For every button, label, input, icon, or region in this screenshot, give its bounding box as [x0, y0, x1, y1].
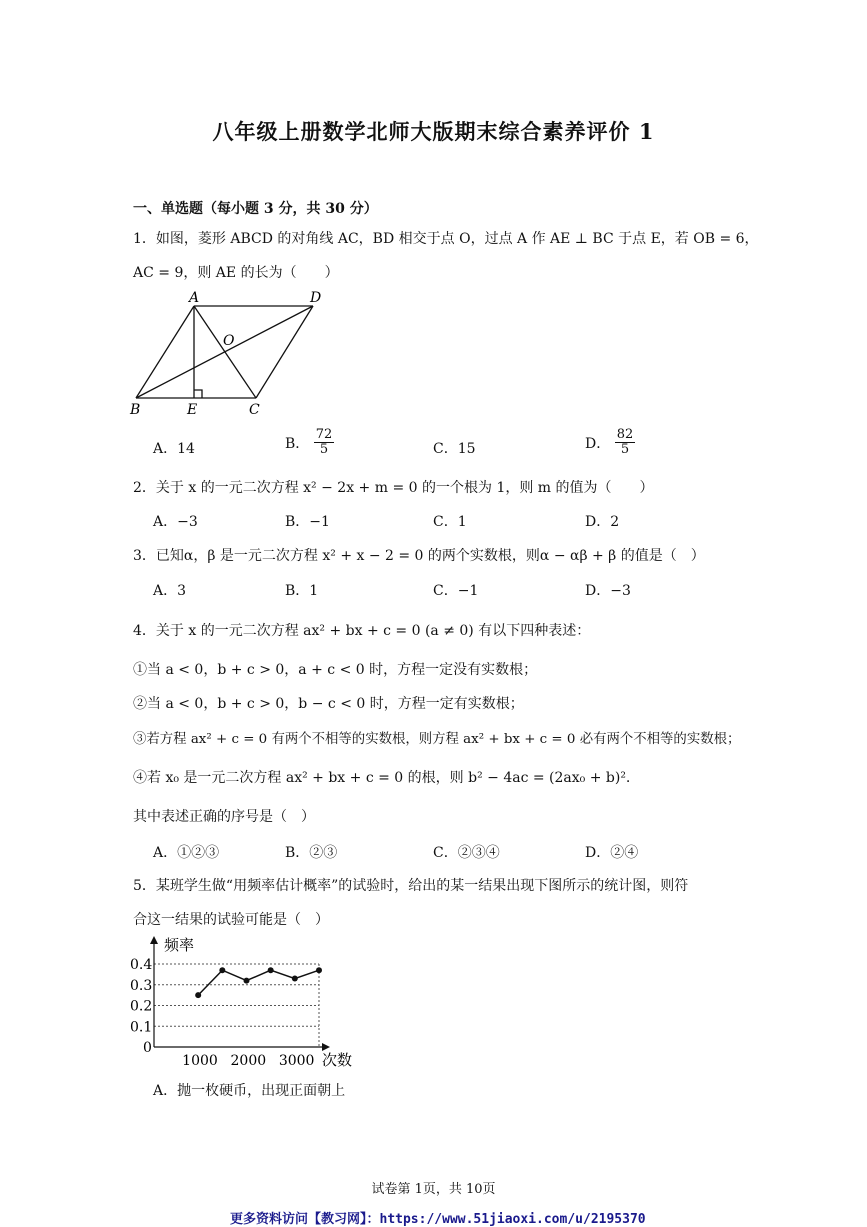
label-A: A [189, 290, 200, 306]
label-B: B [130, 402, 141, 418]
label-O: O [223, 333, 235, 349]
q1-text-2: AC = 9，则 AE 的长为（ ） [133, 265, 339, 281]
data-point [268, 967, 274, 973]
q4-text: 4．关于 x 的一元二次方程 ax² + bx + c = 0 (a ≠ 0) 有以下四种表述： [133, 623, 591, 639]
q3-option-c: C．−1 [433, 583, 479, 599]
q2-text: 2．关于 x 的一元二次方程 x² − 2x + m = 0 的一个根为 1，则 m 的值为（ ） [133, 480, 654, 496]
x-tick-label: 3000 [278, 1053, 315, 1069]
q4-statement-1: ①当 a < 0，b + c > 0，a + c < 0 时，方程一定没有实数根； [133, 662, 538, 678]
q4-ask: 其中表述正确的序号是（ ） [133, 809, 315, 825]
page-footer: 试卷第 1页，共 10页 [371, 1182, 496, 1197]
q4-option-d: D．②④ [585, 845, 639, 861]
q2-option-b: B．−1 [285, 514, 330, 530]
x-axis-label: 次数 [322, 1051, 353, 1069]
label-E: E [187, 402, 198, 418]
q4-option-a: A．①②③ [153, 845, 220, 861]
data-point [292, 976, 298, 982]
q3-option-d: D．−3 [585, 583, 631, 599]
q5-option-a: A．抛一枚硬币，出现正面朝上 [153, 1083, 346, 1099]
label-D: D [310, 290, 322, 306]
page-title: 八年级上册数学北师大版期末综合素养评价 1 [212, 119, 655, 144]
y-tick-label: 0.3 [130, 977, 153, 994]
q1-option-a: A．14 [153, 441, 195, 457]
q3-option-a: A．3 [153, 583, 187, 599]
y-tick-label: 0 [143, 1040, 152, 1056]
q4-statement-3: ③若方程 ax² + c = 0 有两个不相等的实数根，则方程 ax² + bx + c = 0 必有两个不相等的实数根； [133, 732, 741, 747]
section-heading: 一、单选题（每小题 3 分，共 30 分） [133, 201, 378, 217]
data-point [316, 967, 322, 973]
q3-option-b: B．1 [285, 583, 319, 599]
data-point [195, 992, 201, 998]
q4-statement-2: ②当 a < 0，b + c > 0，b − c < 0 时，方程一定有实数根； [133, 696, 524, 712]
data-point [244, 978, 250, 984]
frequency-chart [128, 934, 358, 1072]
data-point [219, 967, 225, 973]
q1-option-b: B． $\frac{72}{5}$ [285, 427, 333, 458]
q1-option-c: C．15 [433, 441, 476, 457]
label-C: C [249, 402, 260, 418]
y-tick-label: 0.2 [130, 998, 153, 1015]
y-axis-label: 频率 [164, 936, 195, 954]
q3-text: 3．已知α，β 是一元二次方程 x² + x − 2 = 0 的两个实数根，则α − αβ + β 的值是（ ） [133, 548, 705, 564]
q5-text-2: 合这一结果的试验可能是（ ） [133, 912, 329, 928]
x-tick-label: 1000 [182, 1053, 218, 1069]
series-line [198, 970, 319, 995]
x-axis-arrow [322, 1043, 330, 1051]
q2-option-a: A．−3 [153, 514, 198, 530]
q4-statement-4: ④若 x₀ 是一元二次方程 ax² + bx + c = 0 的根，则 b² − 4ac = (2ax₀ + b)². [133, 770, 631, 786]
q1-option-d: D． $\frac{82}{5}$ [585, 427, 634, 458]
rhombus-figure [128, 286, 338, 418]
more-resources-link[interactable]: 更多资料访问【教习网】：https://www.51jiaoxi.com/u/2195370 [230, 1212, 646, 1227]
q4-option-c: C．②③④ [433, 845, 500, 861]
q1-text: 1．如图，菱形 ABCD 的对角线 AC，BD 相交于点 O，过点 A 作 AE ⊥ BC 于点 E，若 OB = 6， [133, 231, 759, 247]
x-tick-label: 2000 [230, 1053, 267, 1069]
q2-option-c: C．1 [433, 514, 467, 530]
y-tick-label: 0.4 [130, 957, 153, 973]
q4-option-b: B．②③ [285, 845, 338, 861]
q5-text: 5．某班学生做“用频率估计概率”的试验时，给出的某一结果出现下图所示的统计图，则符 [133, 878, 689, 894]
y-tick-label: 0.1 [130, 1019, 153, 1036]
q2-option-d: D．2 [585, 514, 620, 530]
y-axis-arrow [150, 936, 158, 944]
